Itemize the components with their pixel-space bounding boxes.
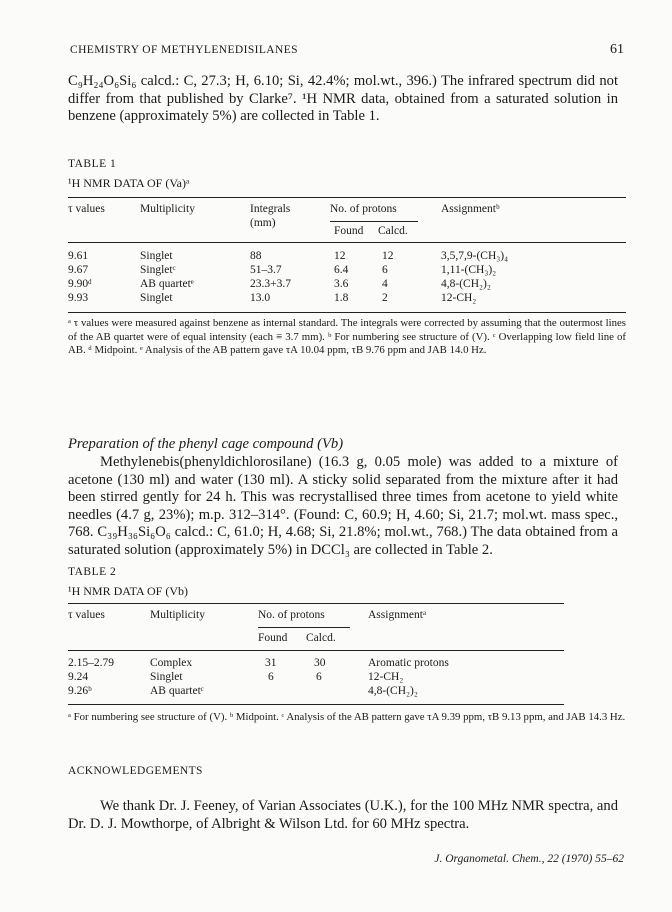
t1-cell-calcd: 12	[382, 250, 394, 262]
table2-bottom-rule	[68, 704, 564, 705]
t1-protons-rule	[330, 221, 418, 222]
t1-cell-integral: 51–3.7	[250, 264, 282, 276]
t1-cell-found: 3.6	[334, 278, 349, 290]
t1-cell-assign: 3,5,7,9-(CH₃)₄	[441, 250, 509, 262]
intro-paragraph: C₉H₂₄O₆Si₆ calcd.: C, 27.3; H, 6.10; Si, 42.4%; mol.wt., 396.) The infrared spectrum did not differ from that published by Clarke⁷. ¹H NMR data, obtained from a saturated solution in benzene (approximately 5%) are collected in Table 1.	[68, 73, 618, 125]
t2-header-calcd: Calcd.	[306, 632, 336, 644]
t1-cell-found: 12	[334, 250, 346, 262]
section-paragraph: Methylenebis(phenyldichlorosilane) (16.3 g, 0.05 mole) was added to a mixture of acetone (130 ml) and water (130 ml). A sticky solid separated from the mixture after it had been stirred gently for 24 h. This was recrystallised three times from acetone to yield white needles (4.7 g, 23%); m.p. 312–314°. (Found: C, 60.9; H, 4.60; Si, 21.7; mol.wt. mass spec., 768. C₃₉H₃₆Si₆O₆ calcd.: C, 61.0; H, 4.68; Si, 21.8%; mol.wt., 768.) The data obtained from a saturated solution (approximately 5%) in DCCl₃ are collected in Table 2.	[68, 454, 618, 558]
t1-cell-mult: Singlet	[140, 250, 173, 262]
t2-cell-tau: 9.24	[68, 671, 89, 683]
t1-header-multiplicity: Multiplicity	[140, 203, 195, 215]
acknowledgements-paragraph: We thank Dr. J. Feeney, of Varian Associates (U.K.), for the 100 MHz NMR spectra, and Dr. D. J. Mowthorpe, of Albright & Wilson Ltd. for 60 MHz spectra.	[68, 798, 618, 832]
t2-cell-mult: Singlet	[150, 671, 183, 683]
t1-header-protons: No. of protons	[330, 203, 397, 215]
t2-cell-tau: 2.15–2.79	[68, 657, 114, 669]
t1-cell-calcd: 2	[382, 292, 388, 304]
t1-cell-mult: Singletᶜ	[140, 264, 176, 276]
table2-caption: ¹H NMR DATA OF (Vb)	[68, 584, 188, 598]
t1-cell-mult: AB quartetᵉ	[140, 278, 194, 290]
table2-label: TABLE 2	[68, 566, 117, 578]
t2-header-protons: No. of protons	[258, 609, 325, 621]
t1-cell-integral: 88	[250, 250, 262, 262]
t1-cell-integral: 13.0	[250, 292, 271, 304]
t2-cell-calcd: 6	[316, 671, 322, 683]
t2-cell-tau: 9.26ᵇ	[68, 685, 92, 697]
table1-label: TABLE 1	[68, 158, 117, 170]
journal-citation: J. Organometal. Chem., 22 (1970) 55–62	[434, 853, 624, 865]
t1-cell-tau: 9.61	[68, 250, 89, 262]
t1-cell-tau: 9.67	[68, 264, 89, 276]
t2-header-tau: τ values	[68, 609, 105, 621]
t2-cell-assign: Aromatic protons	[368, 657, 449, 669]
t1-header-integrals: Integrals	[250, 203, 291, 215]
t2-header-multiplicity: Multiplicity	[150, 609, 205, 621]
t1-cell-assign: 12-CH₂	[441, 292, 477, 304]
table1-caption: ¹H NMR DATA OF (Va)ᵃ	[68, 176, 190, 190]
table1-footnote: ᵃ τ values were measured against benzene as internal standard. The integrals were corrected by assuming that the outermost lines of the AB quartet were of equal intensity (each ≡ 3.7 mm). ᵇ For numbering see structure of (V). ᶜ Overlapping low field line of AB. ᵈ Midpoint. ᵉ Analysis of the AB pattern gave τA 10.04 ppm, τB 9.76 ppm and JAB 14.0 Hz.	[68, 317, 626, 356]
t2-cell-mult: Complex	[150, 657, 193, 669]
t1-cell-found: 1.8	[334, 292, 349, 304]
t2-header-found: Found	[258, 632, 288, 644]
t1-header-tau: τ values	[68, 203, 105, 215]
t2-cell-mult: AB quartetᶜ	[150, 685, 204, 697]
t1-cell-mult: Singlet	[140, 292, 173, 304]
page-number: 61	[610, 42, 624, 57]
acknowledgements-heading: ACKNOWLEDGEMENTS	[68, 765, 203, 777]
table2-top-rule	[68, 603, 564, 604]
t1-cell-tau: 9.90ᵈ	[68, 278, 92, 290]
t1-header-assignment: Assignmentᵇ	[441, 203, 500, 215]
t1-cell-calcd: 6	[382, 264, 388, 276]
t2-header-assignment: Assignmentᵃ	[368, 609, 427, 621]
table1-bottom-rule	[68, 312, 626, 313]
t1-cell-found: 6.4	[334, 264, 349, 276]
t1-cell-integral: 23.3+3.7	[250, 278, 291, 290]
table2-header-rule	[68, 650, 564, 651]
t1-header-found: Found	[334, 225, 364, 237]
running-title: CHEMISTRY OF METHYLENEDISILANES	[70, 44, 298, 56]
t2-protons-rule	[258, 627, 350, 628]
t1-cell-calcd: 4	[382, 278, 388, 290]
section-heading: Preparation of the phenyl cage compound (Vb)	[68, 436, 344, 452]
t1-header-calcd: Calcd.	[378, 225, 408, 237]
t1-cell-assign: 1,11-(CH₃)₂	[441, 264, 497, 276]
t2-cell-assign: 4,8-(CH₂)₂	[368, 685, 418, 697]
table1-header-rule	[68, 242, 626, 243]
t1-header-integrals-unit: (mm)	[250, 217, 276, 229]
t1-cell-tau: 9.93	[68, 292, 89, 304]
t2-cell-found: 31	[265, 657, 277, 669]
t2-cell-assign: 12-CH₂	[368, 671, 404, 683]
t2-cell-calcd: 30	[314, 657, 326, 669]
table1-top-rule	[68, 197, 626, 198]
t2-cell-found: 6	[268, 671, 274, 683]
table2-footnote: ᵃ For numbering see structure of (V). ᵇ Midpoint. ᶜ Analysis of the AB pattern gave τA 9.39 ppm, τB 9.13 ppm, and JAB 14.3 Hz.	[68, 711, 626, 723]
t1-cell-assign: 4,8-(CH₂)₂	[441, 278, 491, 290]
